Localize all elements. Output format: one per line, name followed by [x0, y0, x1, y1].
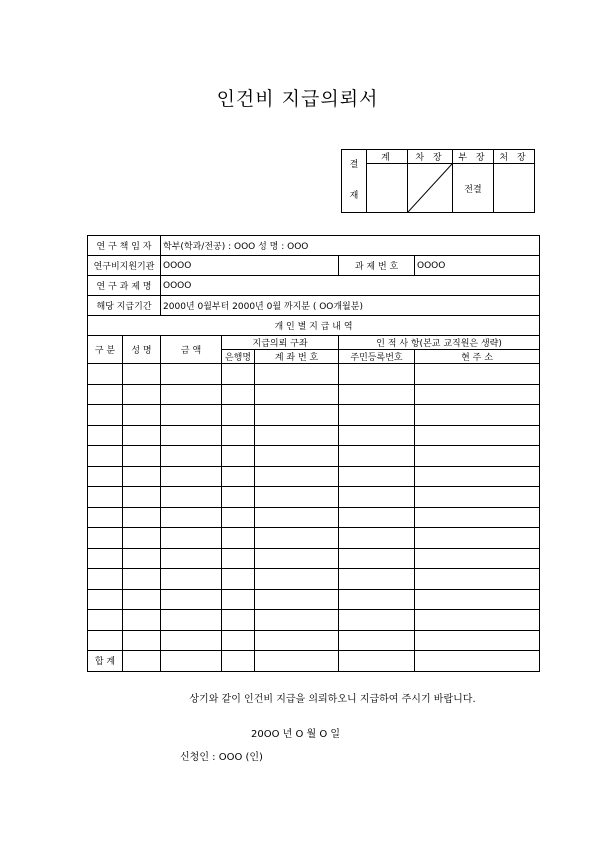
- table-cell: [222, 507, 255, 528]
- table-cell: [161, 425, 222, 446]
- table-cell: [339, 528, 415, 549]
- table-cell: [88, 548, 123, 569]
- table-cell: [222, 425, 255, 446]
- table-cell: [339, 610, 415, 631]
- researcher-label: 연 구 책 임 자: [88, 236, 161, 256]
- approval-side-char-2: 재: [349, 191, 359, 201]
- table-cell: [161, 610, 222, 631]
- table-cell: [339, 364, 415, 385]
- applicant-signature-line: 신청인 : OOO (인): [180, 752, 263, 763]
- table-cell: [161, 528, 222, 549]
- table-row: [88, 589, 540, 610]
- task-name-value: OOOO: [161, 276, 540, 296]
- table-cell: [123, 548, 161, 569]
- table-row: [88, 466, 540, 487]
- total-label: 합 계: [88, 651, 123, 672]
- table-cell: [161, 507, 222, 528]
- table-cell: [161, 446, 222, 467]
- table-cell: [255, 507, 339, 528]
- table-row: [88, 446, 540, 467]
- approval-side-char-1: 결: [349, 159, 359, 170]
- table-cell: [255, 528, 339, 549]
- col-bank: 은행명: [222, 350, 255, 364]
- period-row: [88, 296, 540, 316]
- table-cell: [255, 548, 339, 569]
- table-cell: [339, 507, 415, 528]
- table-cell: [222, 487, 255, 508]
- table-cell: [339, 384, 415, 405]
- table-cell: [415, 548, 540, 569]
- table-cell: [339, 487, 415, 508]
- period-label: 해당 지급기간: [88, 296, 161, 316]
- detail-header-row-1: [88, 336, 540, 350]
- table-cell: [339, 466, 415, 487]
- approval-cell-staff: [367, 164, 408, 213]
- table-cell: [123, 507, 161, 528]
- table-cell: [123, 405, 161, 426]
- table-cell: [123, 446, 161, 467]
- approval-cell-director: [494, 164, 535, 213]
- table-cell: [161, 569, 222, 590]
- table-cell: [339, 405, 415, 426]
- table-cell: [88, 589, 123, 610]
- table-cell: [88, 466, 123, 487]
- payment-request-table: [87, 235, 540, 672]
- table-cell: [88, 569, 123, 590]
- org-label: 연구비지원기관: [88, 256, 161, 276]
- task-name-label: 연 구 과 제 명: [88, 276, 161, 296]
- table-cell: [123, 569, 161, 590]
- table-cell: [88, 610, 123, 631]
- table-cell: [222, 446, 255, 467]
- col-resident-no: 주민등록번호: [339, 350, 415, 364]
- table-cell: [339, 425, 415, 446]
- table-cell: [88, 507, 123, 528]
- table-cell: [415, 487, 540, 508]
- table-cell: [123, 364, 161, 385]
- table-cell: [255, 569, 339, 590]
- col-personal-group: 인 적 사 항(본교 교직원은 생략): [339, 336, 540, 350]
- org-value: OOOO: [161, 256, 339, 276]
- col-account-group: 지급의뢰 구좌: [222, 336, 339, 350]
- table-cell: [255, 405, 339, 426]
- period-value: 2000년 0월부터 2000년 0월 까지분 ( OO개월분): [161, 296, 540, 316]
- table-cell: [255, 425, 339, 446]
- table-cell: [339, 589, 415, 610]
- table-cell: [123, 425, 161, 446]
- table-row: [88, 630, 540, 651]
- table-cell: [415, 446, 540, 467]
- table-cell: [88, 364, 123, 385]
- table-cell: [88, 487, 123, 508]
- table-row: [88, 364, 540, 385]
- col-name: 성 명: [123, 336, 161, 364]
- table-cell: [161, 384, 222, 405]
- table-cell: [123, 466, 161, 487]
- table-cell: [222, 569, 255, 590]
- table-cell: [415, 589, 540, 610]
- task-no-label: 과 제 번 호: [339, 256, 415, 276]
- total-cell: [415, 651, 540, 672]
- table-row: [88, 405, 540, 426]
- table-row: [88, 610, 540, 631]
- table-cell: [123, 487, 161, 508]
- table-cell: [255, 630, 339, 651]
- table-row: [88, 548, 540, 569]
- table-cell: [123, 610, 161, 631]
- table-row: [88, 425, 540, 446]
- table-cell: [161, 364, 222, 385]
- total-cell: [339, 651, 415, 672]
- table-cell: [415, 630, 540, 651]
- detail-rows: [88, 364, 540, 651]
- table-cell: [222, 466, 255, 487]
- table-cell: [415, 425, 540, 446]
- table-cell: [123, 384, 161, 405]
- approval-header-deputy: 차 장: [408, 150, 453, 164]
- table-cell: [255, 364, 339, 385]
- approval-box: [341, 149, 535, 213]
- approval-header-staff: 계: [367, 150, 408, 164]
- table-cell: [415, 364, 540, 385]
- table-cell: [415, 569, 540, 590]
- table-cell: [222, 630, 255, 651]
- table-cell: [222, 548, 255, 569]
- col-division: 구 분: [88, 336, 123, 364]
- total-cell: [255, 651, 339, 672]
- total-cell: [123, 651, 161, 672]
- table-cell: [415, 405, 540, 426]
- table-cell: [339, 630, 415, 651]
- table-cell: [255, 487, 339, 508]
- col-amount: 금 액: [161, 336, 222, 364]
- task-no-value: OOOO: [415, 256, 540, 276]
- table-cell: [222, 610, 255, 631]
- document-title: 인건비 지급의뢰서: [216, 88, 379, 110]
- table-cell: [161, 548, 222, 569]
- table-cell: [222, 589, 255, 610]
- total-row: [88, 651, 540, 672]
- request-date: 20OO 년 O 월 O 일: [251, 729, 341, 740]
- table-cell: [415, 528, 540, 549]
- diagonal-slash: [408, 164, 452, 212]
- table-cell: [255, 589, 339, 610]
- org-row: [88, 256, 540, 276]
- researcher-value: 학부(학과/전공) : OOO 성 명 : OOO: [161, 236, 540, 256]
- table-row: [88, 507, 540, 528]
- approval-cell-deputy: [408, 164, 453, 213]
- table-cell: [415, 507, 540, 528]
- closing-statement: 상기와 같이 인건비 지급을 의뢰하오니 지급하여 주시기 바랍니다.: [189, 694, 476, 705]
- table-row: [88, 528, 540, 549]
- table-cell: [415, 610, 540, 631]
- table-cell: [222, 364, 255, 385]
- table-cell: [415, 466, 540, 487]
- total-cell: [161, 651, 222, 672]
- table-cell: [339, 548, 415, 569]
- table-cell: [255, 610, 339, 631]
- table-cell: [88, 528, 123, 549]
- table-cell: [88, 446, 123, 467]
- col-address: 현 주 소: [415, 350, 540, 364]
- table-cell: [88, 384, 123, 405]
- approval-header-manager: 부 장: [453, 150, 494, 164]
- detail-section-title: 개 인 별 지 급 내 역: [88, 316, 540, 336]
- table-row: [88, 487, 540, 508]
- table-row: [88, 569, 540, 590]
- approval-side-label: [342, 150, 367, 213]
- total-cell: [222, 651, 255, 672]
- approval-cell-manager: 전결: [453, 164, 494, 213]
- table-cell: [161, 466, 222, 487]
- task-name-row: [88, 276, 540, 296]
- table-cell: [339, 569, 415, 590]
- table-cell: [222, 405, 255, 426]
- table-cell: [161, 630, 222, 651]
- table-cell: [123, 589, 161, 610]
- table-cell: [255, 466, 339, 487]
- table-cell: [222, 528, 255, 549]
- table-cell: [415, 384, 540, 405]
- table-cell: [339, 446, 415, 467]
- col-account-no: 계 좌 번 호: [255, 350, 339, 364]
- researcher-row: [88, 236, 540, 256]
- table-cell: [123, 630, 161, 651]
- table-cell: [161, 589, 222, 610]
- table-cell: [88, 630, 123, 651]
- table-cell: [255, 384, 339, 405]
- table-cell: [161, 487, 222, 508]
- table-cell: [222, 384, 255, 405]
- table-cell: [88, 405, 123, 426]
- detail-title-row: [88, 316, 540, 336]
- table-row: [88, 384, 540, 405]
- table-cell: [255, 446, 339, 467]
- approval-header-director: 처 장: [494, 150, 535, 164]
- table-cell: [88, 425, 123, 446]
- table-cell: [123, 528, 161, 549]
- table-cell: [161, 405, 222, 426]
